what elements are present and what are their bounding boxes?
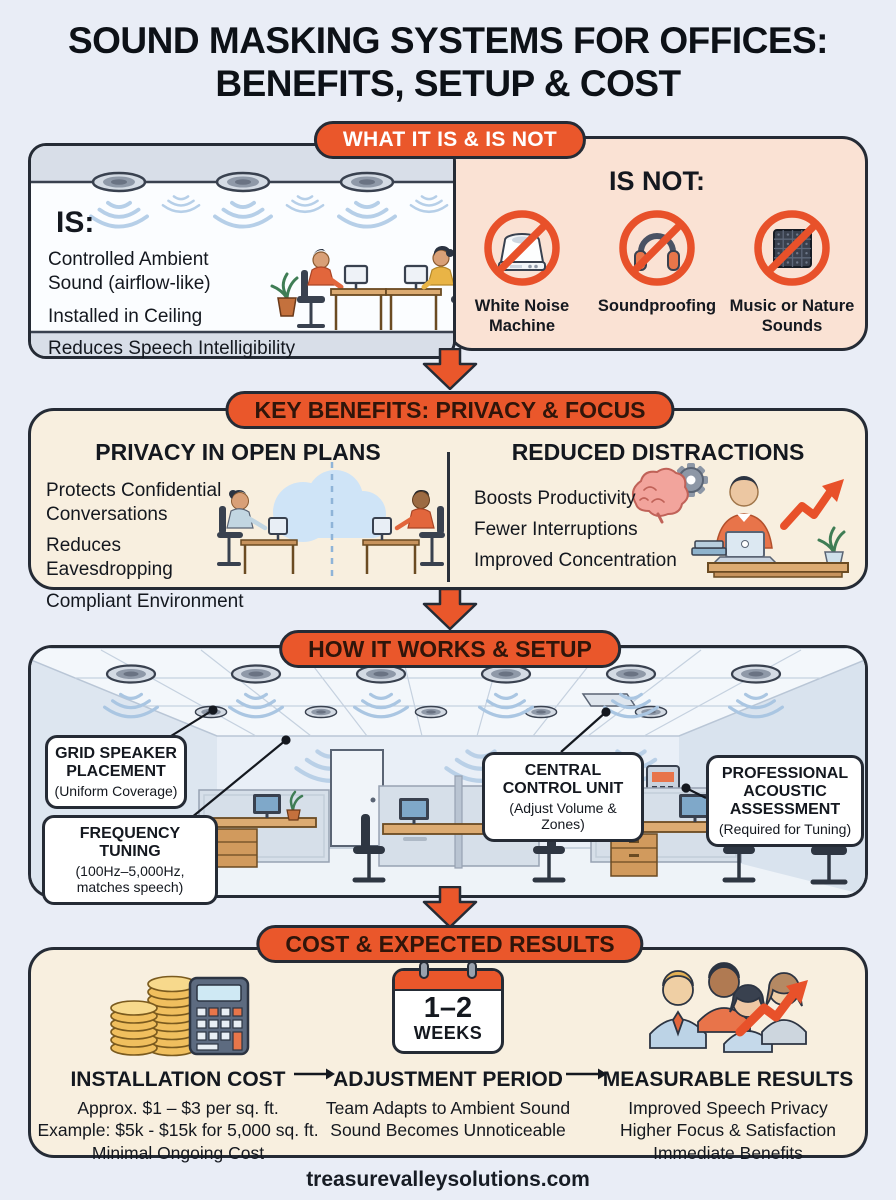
is-item: Controlled Ambient Sound (airflow-like) <box>48 249 211 294</box>
callout-subtitle: (Required for Tuning) <box>718 821 852 838</box>
callout-frequency-tuning <box>42 815 218 905</box>
distractions-item: Boosts Productivity <box>474 488 636 509</box>
cost-line: Approx. $1 – $3 per sq. ft. <box>77 1098 279 1118</box>
callout-acoustic-assessment <box>706 755 864 847</box>
callout-title: CENTRAL CONTROL UNIT <box>502 762 624 798</box>
cost-column-lines <box>33 1097 323 1164</box>
callout-subtitle: (Uniform Coverage) <box>54 783 178 800</box>
is-not-label: Soundproofing <box>597 297 717 315</box>
down-arrow-icon <box>419 886 481 928</box>
page-title <box>0 20 896 106</box>
adjustment-period-column <box>303 958 593 1142</box>
section-pill-key-benefits: KEY BENEFITS: PRIVACY & FOCUS <box>225 391 674 429</box>
cost-line: Higher Focus & Satisfaction <box>620 1120 836 1141</box>
cost-line: Immediate Benefits <box>653 1142 803 1163</box>
cost-line: Team Adapts to Ambient Sound <box>325 1098 571 1118</box>
is-item: Installed in Ceiling <box>48 305 203 327</box>
is-not-item <box>728 206 856 337</box>
callout-central-control-unit <box>482 752 644 842</box>
title-line-2: BENEFITS, SETUP & COST <box>215 62 681 104</box>
is-not-label: White Noise Machine <box>474 297 570 335</box>
installation-cost-column <box>33 958 323 1164</box>
callout-grid-speaker-placement <box>45 735 187 809</box>
door <box>331 750 383 846</box>
cost-column-lines <box>303 1097 593 1142</box>
calendar-ring <box>419 961 429 979</box>
callout-title: FREQUENCY TUNING <box>79 825 181 861</box>
section-pill-how-it-works: HOW IT WORKS & SETUP <box>279 630 621 668</box>
callout-subtitle: (100Hz–5,000Hz, matches speech) <box>75 863 185 896</box>
ceiling-vent-icon <box>583 694 635 706</box>
cost-column-heading: ADJUSTMENT PERIOD <box>333 1068 563 1091</box>
privacy-heading: PRIVACY IN OPEN PLANS <box>95 439 381 465</box>
title-line-1: SOUND MASKING SYSTEMS FOR OFFICES: <box>67 20 829 61</box>
distractions-item: Improved Concentration <box>474 550 677 572</box>
is-not-item <box>458 206 586 337</box>
callout-subtitle: (Adjust Volume & Zones) <box>509 800 617 833</box>
team-growth-icon <box>588 958 868 1060</box>
calendar-ring <box>467 961 477 979</box>
is-not-heading: IS NOT: <box>608 166 705 196</box>
acoustic-foam-icon <box>750 206 834 290</box>
is-not-item <box>593 206 721 337</box>
cost-line: Improved Speech Privacy <box>628 1098 828 1118</box>
growth-arrow-icon <box>784 492 830 526</box>
privacy-item-list <box>46 479 252 621</box>
distractions-item: Fewer Interruptions <box>474 519 638 541</box>
section-pill-what-it-is: WHAT IT IS & IS NOT <box>314 121 586 159</box>
is-not-label: Music or Nature Sounds <box>729 297 855 335</box>
coins-calculator-icon <box>33 958 323 1060</box>
measurable-results-column <box>588 958 868 1164</box>
cost-line: Example: $5k - $15k for 5,000 sq. ft. <box>37 1120 319 1141</box>
distractions-heading: REDUCED DISTRACTIONS <box>511 439 805 465</box>
is-heading: IS: <box>56 206 95 239</box>
down-arrow-icon <box>419 348 481 390</box>
cost-column-heading: INSTALLATION COST <box>70 1068 286 1091</box>
cost-column-lines <box>588 1097 868 1164</box>
callout-title: GRID SPEAKER PLACEMENT <box>55 745 177 781</box>
is-item: Reduces Speech Intelligibility <box>48 338 296 360</box>
footer-website-url: treasurevalleysolutions.com <box>306 1168 590 1191</box>
callout-title: PROFESSIONAL ACOUSTIC ASSESSMENT <box>721 765 849 819</box>
calendar-weeks-label: WEEKS <box>413 1023 483 1044</box>
down-arrow-icon <box>419 588 481 630</box>
is-item-list <box>48 248 296 370</box>
calendar-header <box>395 971 501 991</box>
headphones-icon <box>615 206 699 290</box>
distractions-item-list <box>474 487 702 580</box>
calendar-weeks-number: 1–2 <box>423 992 473 1024</box>
privacy-item: Compliant Environment <box>46 590 244 612</box>
privacy-item: Reduces Eavesdropping <box>46 535 173 581</box>
section-pill-cost-results: COST & EXPECTED RESULTS <box>256 925 643 963</box>
white-noise-machine-icon <box>480 206 564 290</box>
cost-line: Sound Becomes Unnoticeable <box>330 1120 566 1141</box>
privacy-item: Protects Confidential Conversations <box>46 480 222 526</box>
benefits-column-divider <box>447 452 450 582</box>
calendar-icon <box>392 968 504 1054</box>
cost-line: Minimal Ongoing Cost <box>91 1142 265 1163</box>
cost-column-heading: MEASURABLE RESULTS <box>602 1068 854 1091</box>
is-not-icon-row <box>458 206 856 337</box>
